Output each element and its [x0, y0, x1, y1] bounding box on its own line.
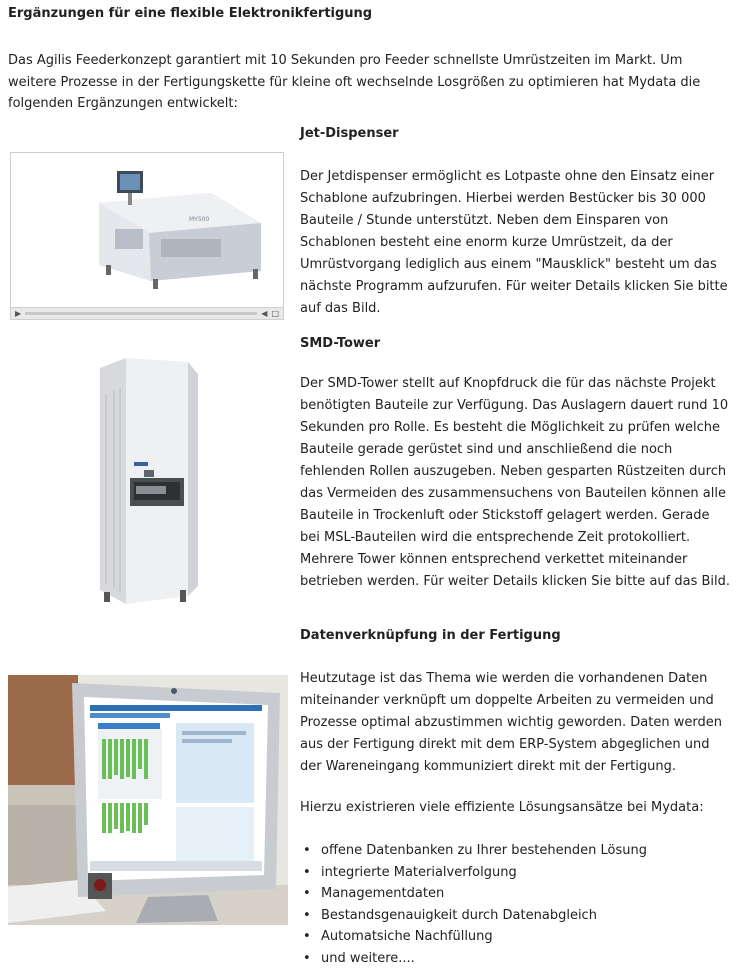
play-icon[interactable]: ▶ [15, 309, 22, 318]
list-item: • und weitere.... [300, 948, 647, 970]
list-item: • Managementdaten [300, 883, 647, 905]
svg-text:MY500: MY500 [189, 216, 210, 223]
data-link-text: Heutzutage ist das Thema wie werden die vorhandenen Daten miteinander verknüpft um doppelte Arbeiten zu vermeiden und Prozesse optimal abzustimmen wichtig geworden. Daten werden aus der Fertigung direkt mit dem ERP-System abgeglichen und der Wareneingang kommuniziert direkt mit der Fertigung. [300, 671, 722, 774]
solutions-list [300, 840, 647, 970]
smd-tower-text: Der SMD-Tower stellt auf Knopfdruck die für das nächste Projekt benötigten Bauteile zur Verfügung. Das Auslagern dauert rund 10 Sekunden pro Rolle. Es besteht die Möglichkeit zu prüfen welche Bauteile gerade gerüstet sind und anschließend die noch fehlenden Rollen auszugeben. Neben gesparten Rüstzeiten durch das Vermeiden des zusammensuchens von Bauteilen können alle Bauteile in Trockenluft oder Stickstoff gelagert werden. Gerade bei MSL-Bauteilen wird die entsprechende Zeit protokolliert. Mehrere Tower können entsprechend verkettet miteinander betrieben werden. Für weiter Details klicken Sie bitte auf das Bild. [300, 376, 731, 589]
jet-dispenser-machine-image [11, 153, 283, 307]
data-link-title: Datenverknüpfung in der Fertigung [300, 628, 561, 643]
player-progress[interactable] [25, 312, 257, 315]
smd-tower-image[interactable] [96, 354, 202, 610]
volume-icon[interactable]: ◀ [261, 309, 268, 318]
list-item: • Automatsiche Nachfüllung [300, 926, 647, 948]
list-item: • offene Datenbanken zu Ihrer bestehenden Lösung [300, 840, 647, 862]
jet-dispenser-video-player[interactable] [10, 152, 284, 320]
list-item: • Bestandsgenauigkeit durch Datenabgleich [300, 905, 647, 927]
smd-tower-title: SMD-Tower [300, 336, 381, 351]
page-title: Ergänzungen für eine flexible Elektronikfertigung [8, 6, 373, 21]
list-item: • integrierte Materialverfolgung [300, 862, 647, 884]
data-link-text-2: Hierzu existrieren viele effiziente Lösungsansätze bei Mydata: [300, 800, 704, 815]
jet-dispenser-text: Der Jetdispenser ermöglicht es Lotpaste ohne den Einsatz einer Schablone aufzubringen. Hierbei werden Bestücker bis 30 000 Bauteile / Stunde unterstützt. Neben dem Einsparen von Schablonen besteht eine enorm kurze Umrüstzeit, da der Umrüstvorgang lediglich aus einem "Mausklick" besteht um das nächste Programm aufzurufen. Für weiter Details klicken Sie bitte auf das Bild. [300, 169, 728, 316]
intro-paragraph: Das Agilis Feederkonzept garantiert mit 10 Sekunden pro Feeder schnellste Umrüstzeiten im Markt. Um weitere Prozesse in der Fertigungskette für kleine oft wechselnde Losgrößen zu optimieren hat Mydata die folgenden Ergänzungen entwickelt: [8, 53, 701, 111]
fullscreen-icon[interactable]: □ [271, 309, 279, 318]
player-controls [11, 307, 283, 319]
data-monitor-image [8, 675, 288, 925]
jet-dispenser-title: Jet-Dispenser [300, 126, 399, 141]
